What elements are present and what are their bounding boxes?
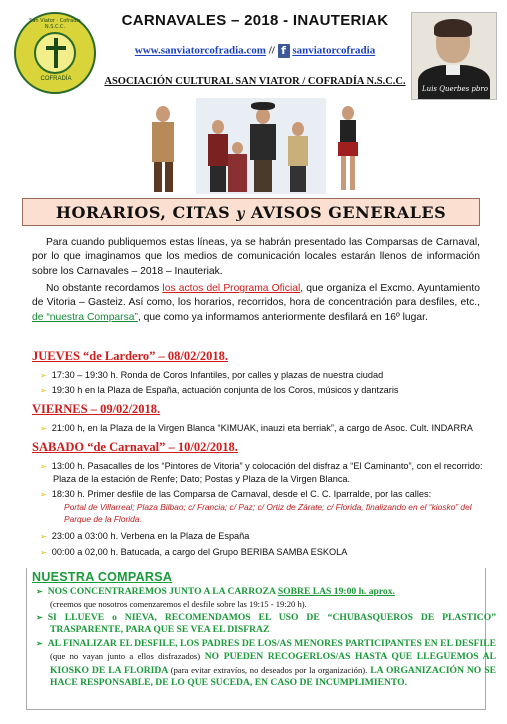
day-heading-sabado: SABADO “de Carnaval” – 10/02/2018. bbox=[32, 440, 238, 454]
banner-text-1: HORARIOS, CITAS bbox=[55, 203, 237, 222]
arrow-icon: ➢ bbox=[40, 386, 47, 395]
intro-text-a: No obstante recordamos bbox=[46, 283, 163, 294]
portrait-photo bbox=[411, 12, 497, 100]
nuestra-comparsa-heading: NUESTRA COMPARSA bbox=[32, 570, 173, 584]
banner-text-2: y bbox=[236, 206, 245, 222]
costume-photo-left bbox=[142, 104, 186, 194]
notice-item: ➢ SI LLUEVE o NIEVA, RECOMENDAMOS EL USO DE “CHUBASQUEROS DE PLASTICO” TRASPARENTE, PARA QUE SE VEA EL DISFRAZ bbox=[36, 612, 496, 636]
list-item: ➢ 19:30 h en la Plaza de España, actuación conjunta de los Coros, músicos y dantzaris bbox=[40, 385, 399, 395]
cofradia-logo bbox=[14, 12, 96, 94]
list-item: ➢ 13:00 h. Pasacalles de los “Pintores de Vitoria” y colocación del disfraz a “El Caminanto”, con el recorrido: Plaza de la estación de Renfe; Dato; Postas y Plaza de la Virgen Blanca. bbox=[40, 461, 483, 484]
section-banner bbox=[22, 198, 480, 226]
triangle-icon: ➢ bbox=[36, 613, 43, 622]
arrow-icon: ➢ bbox=[40, 424, 47, 433]
arrow-icon: ➢ bbox=[40, 371, 47, 380]
logo-text-bottom: COFRADÍA bbox=[40, 76, 72, 82]
list-item: ➢ 18:30 h. Primer desfile de las Comparsa de Carnaval, desde el C. C. Iparralde, por las calles: bbox=[40, 489, 432, 499]
arrow-icon: ➢ bbox=[40, 548, 47, 557]
notice-item: ➢ AL FINALIZAR EL DESFILE, LOS PADRES DE LOS/AS MENORES PARTICIPANTES EN EL DESFILE (que no vayan junto a ellos disfrazados) NO PUEDEN RECOGERLOS/AS HASTA QUE LLEGUEMOS AL KIOSKO DE LA FLORIDA (para evitar extravíos, no deseados por la organización). LA ORGANIZACIÓN NO SE HACE RESPONSABLE, DE LO QUE SUCEDA, EN CASO DE INCUMPLIMIENTO. bbox=[36, 638, 497, 689]
intro-paragraph-1: Para cuando publiquemos estas líneas, ya se habrán presentado las Comparsas de Carnaval, por lo que imaginamos que los medios de comunicación locales estarán llenos de información sobre los Carnavales – 2018 – Inauteriak. bbox=[32, 237, 480, 277]
day-heading-jueves: JUEVES “de Lardero” – 08/02/2018. bbox=[32, 349, 228, 363]
triangle-icon: ➢ bbox=[36, 639, 43, 648]
portrait-signature: Luis Querbes pbro bbox=[422, 85, 488, 93]
costume-photo-group bbox=[196, 98, 326, 194]
day-heading-viernes: VIERNES – 09/02/2018. bbox=[32, 402, 161, 416]
list-item: ➢ 17:30 – 19:30 h. Ronda de Coros Infantiles, por calles y plazas de nuestra ciudad bbox=[40, 370, 384, 380]
intro-paragraph-2 bbox=[32, 282, 480, 325]
facebook-link[interactable]: sanviatorcofradia bbox=[292, 44, 376, 57]
route-description: Portal de Villarreal; Plaza Bilbao; c/ Francia; c/ Paz; c/ Ortiz de Zárate; c/ Florida, finalizando en el “kiosko” del Parque de la Florida. bbox=[64, 502, 472, 524]
triangle-icon: ➢ bbox=[36, 587, 43, 596]
arrow-icon: ➢ bbox=[40, 490, 47, 499]
association-name: ASOCIACIÓN CULTURAL SAN VIATOR / COFRADÍA N.S.C.C. bbox=[104, 76, 406, 87]
logo-text-top: San Viator · Cofradía N.S.C.C. bbox=[29, 18, 81, 30]
costume-photo-right bbox=[333, 104, 363, 192]
notice-item: ➢ NOS CONCENTRAREMOS JUNTO A LA CARROZA SOBRE LAS 19:00 h. aprox. (creemos que nosotros comenzaremos el desfile sobre las 19:15 - 19:20 h). bbox=[36, 586, 395, 610]
link-separator: // bbox=[268, 44, 275, 57]
nuestra-comparsa-link[interactable]: de “nuestra Comparsa” bbox=[32, 311, 138, 323]
list-item: ➢ 21:00 h, en la Plaza de la Virgen Blanca “KIMUAK, inauzi eta berriak”, a cargo de Asoc. Cult. INDARRA bbox=[40, 423, 473, 433]
banner-text-3: AVISOS GENERALES bbox=[244, 203, 447, 222]
arrow-icon: ➢ bbox=[40, 462, 47, 471]
page-title: CARNAVALES – 2018 - INAUTERIAK bbox=[121, 12, 389, 29]
header-links bbox=[116, 44, 394, 58]
intro-text-c: , que como ya informamos anteriormente desfilará en 16º lugar. bbox=[137, 311, 428, 323]
programa-oficial-link[interactable]: los actos del Programa Oficial bbox=[162, 283, 301, 294]
list-item: ➢ 23:00 a 03:00 h. Verbena en la Plaza de España bbox=[40, 531, 250, 541]
arrow-icon: ➢ bbox=[40, 532, 47, 541]
list-item: ➢ 00:00 a 02,00 h. Batucada, a cargo del Grupo BERIBA SAMBA ESKOLA bbox=[40, 547, 348, 557]
intro-text-b: , que organiza el Excmo. Ayuntamiento de Vitoria – Gasteiz. Así como, los horarios, recorridos, hora de concentración para desfiles, etc., bbox=[32, 283, 480, 309]
facebook-icon: f bbox=[278, 44, 290, 58]
website-link[interactable]: www.sanviatorcofradia.com bbox=[134, 44, 266, 57]
